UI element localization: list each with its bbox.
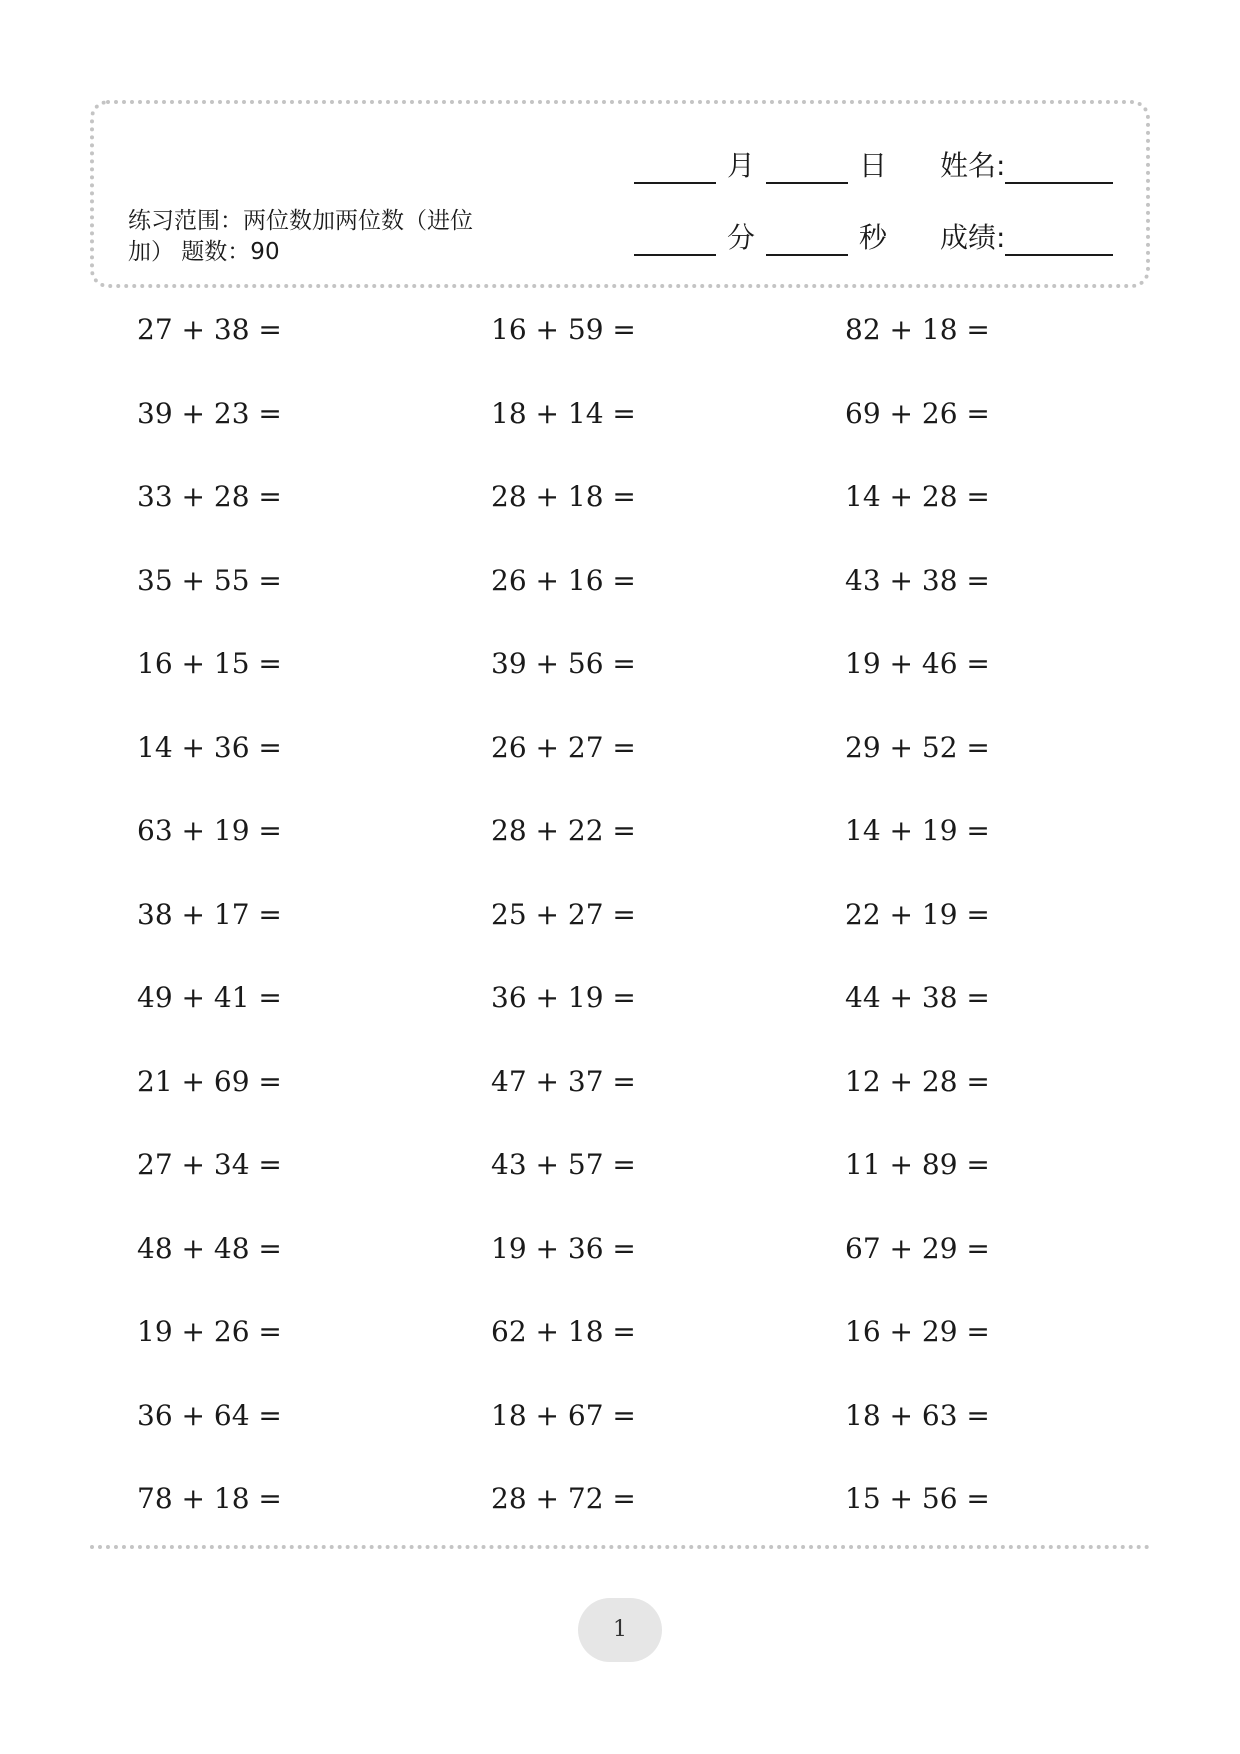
- math-problem: 22 + 19 =: [845, 897, 990, 931]
- math-problem: 26 + 16 =: [491, 563, 636, 597]
- math-problem: 63 + 19 =: [137, 814, 282, 847]
- math-problem: 14 + 19 =: [845, 814, 990, 847]
- math-problem: 43 + 38 =: [845, 563, 990, 597]
- second-unit: 秒: [858, 221, 887, 254]
- math-problem: 21 + 69 =: [137, 1064, 282, 1098]
- math-problem: 27 + 34 =: [137, 1148, 282, 1181]
- math-problem: 18 + 63 =: [845, 1398, 990, 1432]
- math-problem: 29 + 52 =: [845, 730, 990, 764]
- second-blank[interactable]: [766, 224, 848, 256]
- math-problem: 15 + 56 =: [845, 1482, 990, 1515]
- math-problem: 19 + 36 =: [491, 1231, 636, 1265]
- math-problem: 38 + 17 =: [137, 897, 282, 931]
- math-problem: 39 + 23 =: [137, 396, 282, 430]
- math-problem: 26 + 27 =: [491, 730, 636, 764]
- worksheet-header: [90, 100, 1150, 288]
- problem-grid: [137, 312, 1037, 1565]
- math-problem: 14 + 36 =: [137, 730, 282, 764]
- math-problem: 16 + 15 =: [137, 647, 282, 680]
- minute-unit: 分: [726, 221, 755, 254]
- math-problem: 39 + 56 =: [491, 647, 636, 680]
- math-problem: 36 + 64 =: [137, 1398, 282, 1432]
- math-problem: 28 + 18 =: [491, 480, 636, 513]
- minute-blank[interactable]: [634, 224, 716, 256]
- time-score-row: [634, 216, 1113, 256]
- math-problem: 67 + 29 =: [845, 1231, 990, 1265]
- math-problem: 62 + 18 =: [491, 1315, 636, 1348]
- math-problem: 49 + 41 =: [137, 981, 282, 1014]
- math-problem: 16 + 59 =: [491, 313, 636, 346]
- math-problem: 18 + 67 =: [491, 1398, 636, 1432]
- math-problem: 27 + 38 =: [137, 313, 282, 346]
- month-unit: 月: [726, 149, 755, 182]
- page-number: 1: [578, 1598, 662, 1662]
- math-problem: 82 + 18 =: [845, 313, 990, 346]
- math-problem: 36 + 19 =: [491, 981, 636, 1014]
- name-label: 姓名:: [940, 149, 1006, 182]
- math-problem: 48 + 48 =: [137, 1231, 282, 1265]
- math-problem: 18 + 14 =: [491, 396, 636, 430]
- math-problem: 11 + 89 =: [845, 1148, 990, 1181]
- day-unit: 日: [858, 149, 887, 182]
- math-problem: 28 + 72 =: [491, 1482, 636, 1515]
- math-problem: 78 + 18 =: [137, 1482, 282, 1515]
- practice-range-text: 练习范围：两位数加两位数（进位加） 题数：90: [128, 208, 473, 265]
- math-problem: 33 + 28 =: [137, 480, 282, 513]
- math-problem: 19 + 26 =: [137, 1315, 282, 1348]
- score-label: 成绩:: [940, 221, 1006, 254]
- math-problem: 14 + 28 =: [845, 480, 990, 513]
- math-problem: 12 + 28 =: [845, 1064, 990, 1098]
- math-problem: 47 + 37 =: [491, 1064, 636, 1098]
- day-blank[interactable]: [766, 152, 848, 184]
- math-problem: 35 + 55 =: [137, 563, 282, 597]
- bottom-divider: [90, 1545, 1150, 1549]
- math-problem: 25 + 27 =: [491, 897, 636, 931]
- math-problem: 16 + 29 =: [845, 1315, 990, 1348]
- math-problem: 28 + 22 =: [491, 814, 636, 847]
- math-problem: 44 + 38 =: [845, 981, 990, 1014]
- month-blank[interactable]: [634, 152, 716, 184]
- math-problem: 69 + 26 =: [845, 396, 990, 430]
- math-problem: 19 + 46 =: [845, 647, 990, 680]
- math-problem: 43 + 57 =: [491, 1148, 636, 1181]
- date-name-row: [634, 144, 1113, 184]
- score-blank[interactable]: [1005, 224, 1113, 256]
- name-blank[interactable]: [1005, 152, 1113, 184]
